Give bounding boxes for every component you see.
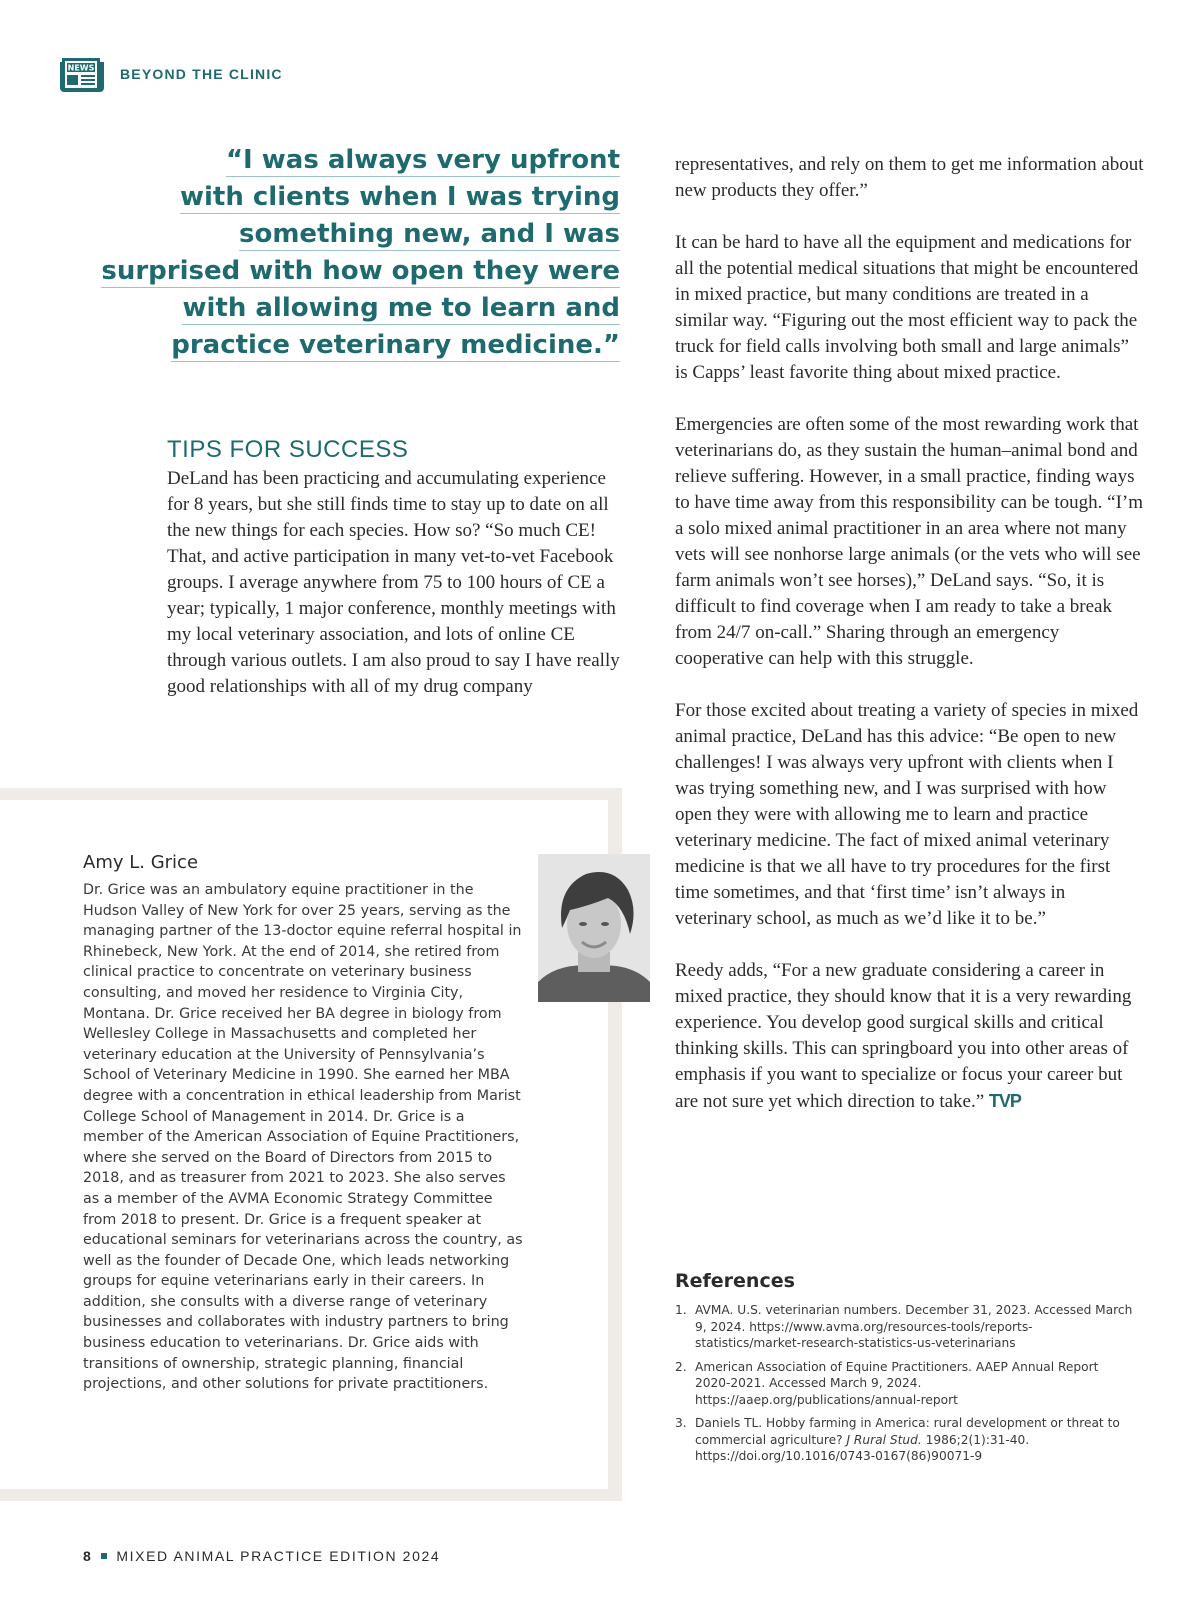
body-paragraph: Emergencies are often some of the most rewarding work that veterinarians do, as they sustain the human–animal bond and relieve suffering. However, in a small practice, finding ways to have time away from this responsibility can be tough. “I’m a solo mixed animal practitioner in an area where not many vets will see nonhorse large animals (or the vets who will see farm animals won’t see horses),” DeLand says. “So, it is difficult to find coverage when I am ready to take a break from 24/7 on-call.” Sharing through an emergency cooperative can help with this struggle. [675, 414, 1144, 669]
reference-text-pre: Daniels TL. Hobby farming in America: rural development or threat to commercial agriculture? [695, 1416, 1120, 1447]
reference-text-post: 1986;2(1):31-40. https://doi.org/10.1016/0743-0167(86)90071-9 [695, 1432, 1030, 1463]
references-heading: References [675, 1270, 795, 1292]
pull-quote-line: surprised with how open they were [101, 256, 620, 286]
body-paragraph: representatives, and rely on them to get me information about new products they offer.” [675, 154, 1144, 201]
pull-quote-line: with clients when I was trying [179, 182, 620, 212]
body-paragraph: For those excited about treating a variety of species in mixed animal practice, DeLand has this advice: “Be open to new challenges! I was always very upfront with clients when I was trying something new, and I was surprised with how open they were with allowing me to learn and practice veterinary medicine. The fact of mixed animal veterinary medicine is that we all have to try procedures for the first time sometimes, and that ‘first time’ isn’t always in veterinary school, as much as we’d like it to be.” [675, 700, 1139, 929]
reference-journal: J Rural Stud. [846, 1432, 922, 1447]
news-icon-label: NEWS [67, 63, 95, 73]
author-bio: Dr. Grice was an ambulatory equine practitioner in the Hudson Valley of New York for over 25 years, serving as the managing partner of the 13-doctor equine referral hospital in Rhinebeck, New York. At the end of 2014, she retired from clinical practice to concentrate on veterinary business consulting, and moved her residence to Virginia City, Montana. Dr. Grice received her BA degree in biology from Wellesley College in Massachusetts and completed her veterinary education at the University of Pennsylvania’s School of Veterinary Medicine in 1990. She earned her MBA degree with a concentration in ethical leadership from Marist College School of Management in 2014. Dr. Grice is a member of the American Association of Equine Practitioners, where she served on the Board of Directors from 2015 to 2018, and as treasurer from 2021 to 2023. She also serves as a member of the AVMA Economic Strategy Committee from 2018 to present. Dr. Grice is a frequent speaker at educational seminars for veterinarians across the country, as well as the founder of Decade One, which leads networking groups for equine veterinarians early in their careers. In addition, she consults with a diverse range of veterinary businesses and collaborates with industry partners to bring business education to veterinarians. Dr. Grice aids with transitions of ownership, strategic planning, financial projections, and other solutions for private practitioners. [83, 882, 523, 1393]
pull-quote-line: “I was always very upfront [225, 145, 620, 175]
tips-paragraph: DeLand has been practicing and accumulating experience for 8 years, but she still finds time to stay up to date on all the new things for each species. How so? “So much CE! That, and active participation in many vet-to-vet Facebook groups. I average anywhere from 75 to 100 hours of CE a year; typically, 1 major conference, monthly meetings with my local veterinary association, and lots of online CE through various outlets. I am also proud to say I have really good relationships with all of my drug company [167, 468, 620, 697]
section-header [56, 54, 283, 94]
body-paragraph-final [675, 958, 1145, 1115]
tvp-end-mark: TVP [988, 1091, 1021, 1111]
pull-quote-line: practice veterinary medicine.” [171, 330, 620, 360]
publication-name: MIXED ANIMAL PRACTICE EDITION 2024 [116, 1548, 441, 1564]
reference-text: AVMA. U.S. veterinarian numbers. December 31, 2023. Accessed March 9, 2024. https://www.avma.org/resources-tools/reports-statistics/market-research-statistics-us-veterinarians [695, 1303, 1133, 1350]
tips-heading: TIPS FOR SUCCESS [167, 436, 409, 463]
reference-number: 3. [675, 1416, 687, 1430]
body-paragraph: It can be hard to have all the equipment and medications for all the potential medical situations that might be encountered in mixed practice, but many conditions are treated in a similar way. “Figuring out the most efficient way to pack the truck for field calls involving both small and large animals” is Capps’ least favorite thing about mixed practice. [675, 232, 1139, 383]
news-icon [56, 54, 108, 94]
pull-quote-line: with allowing me to learn and [182, 293, 620, 323]
pull-quote [80, 142, 620, 364]
footer-separator [101, 1553, 107, 1559]
reference-item [675, 1359, 1135, 1409]
final-paragraph-text: Reedy adds, “For a new graduate considering a career in mixed practice, they should know that it is a very rewarding experience. You develop good surgical skills and critical thinking skills. This can springboard you into other areas of emphasis if you want to specialize or focus your career but are not sure yet which direction to take.” [675, 960, 1132, 1112]
page-number: 8 [83, 1548, 93, 1564]
pull-quote-line: something new, and I was [239, 219, 620, 249]
author-portrait [538, 854, 650, 1002]
reference-number: 1. [675, 1303, 687, 1317]
author-name: Amy L. Grice [83, 852, 199, 873]
references-list [675, 1302, 1135, 1472]
section-label: BEYOND THE CLINIC [120, 66, 283, 82]
reference-number: 2. [675, 1359, 687, 1374]
reference-item [675, 1302, 1135, 1352]
reference-item [675, 1415, 1135, 1465]
page-footer [83, 1548, 440, 1564]
reference-text: American Association of Equine Practitioners. AAEP Annual Report 2020-2021. Accessed March 9, 2024. https://aaep.org/publications/annual-report [695, 1359, 1099, 1407]
reference-text [695, 1415, 1135, 1465]
right-column [675, 152, 1145, 1141]
